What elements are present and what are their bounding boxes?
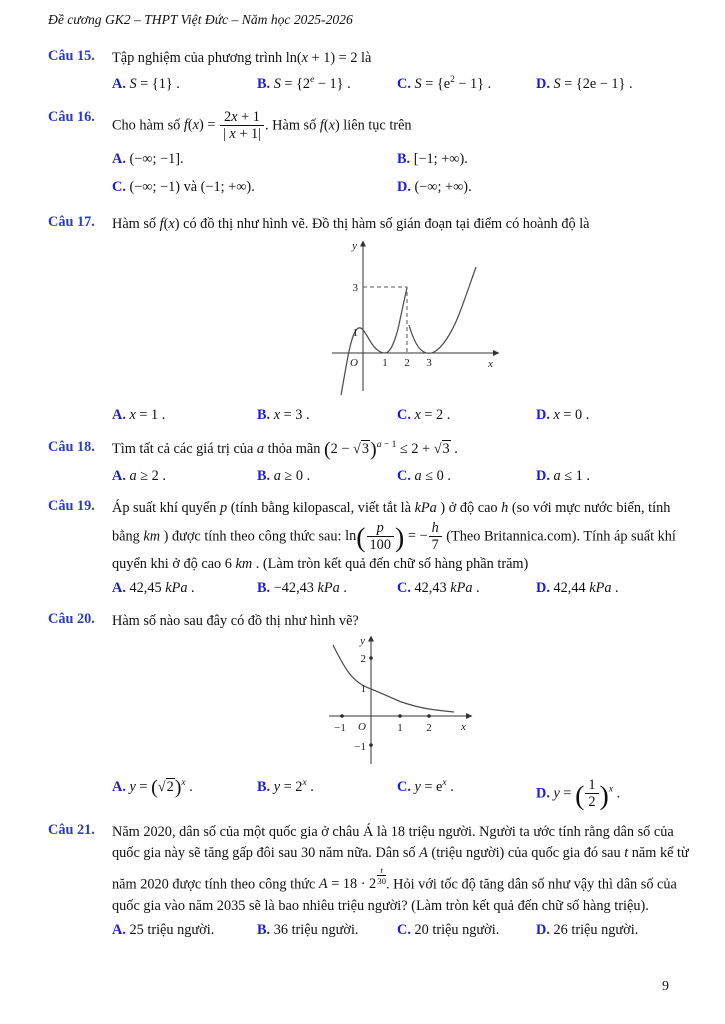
question-18-body <box>112 439 691 488</box>
fraction: $\frac{h}{7}$ <box>428 520 443 554</box>
option-letter: D. <box>397 179 411 196</box>
x-tick-3: 3 <box>426 357 432 370</box>
option-19-C: C. 42,43 kPa . <box>397 580 480 597</box>
page-header: Đề cương GK2 – THPT Việt Đức – Năm học 2025-2026 <box>48 12 353 27</box>
option-15-A: A. S = {1} . <box>112 76 180 93</box>
question-21-stem: Năm 2020, dân số của một quốc gia ở châu Á là 18 triệu người. Người ta ước tính rằng dân số của quốc gia này sẽ tăng gấp đôi sau 30 năm nữa. Dân số A (triệu người) của quốc gia đó sau t năm kể từ năm 2020 được tính theo công thức A = 18 · 2 $\frac{t}{30}$ . Hỏi với tốc độ tăng dân số như vậy thì dân số của quốc gia vào năm 2035 sẽ là bao nhiêu triệu người? (Làm tròn kết quả đến chữ số hàng triệu). <box>112 823 689 914</box>
option-20-A: A. $y = (√2)^x$ . <box>112 776 193 799</box>
option-21-C: C. 20 triệu người. <box>397 922 500 939</box>
question-15 <box>48 48 691 96</box>
question-20-body <box>112 611 691 811</box>
question-18 <box>48 439 691 488</box>
option-16-C: C. (−∞; −1) và (−1; +∞). <box>112 179 255 196</box>
option-21-A: A. 25 triệu người. <box>112 922 215 939</box>
question-17-stem: Hàm số f(x) có đồ thị như hình vẽ. Đồ thị hàm số gián đoạn tại điểm có hoành độ là <box>112 215 590 232</box>
option-letter: C. <box>397 467 411 484</box>
tick-dot <box>398 714 402 718</box>
y-axis-label: y <box>360 635 365 647</box>
option-letter: C. <box>397 779 411 795</box>
option-17-A: A. x = 1 . <box>112 407 166 424</box>
question-17-options <box>112 405 691 426</box>
option-letter: D. <box>536 785 550 802</box>
option-19-A: A. 42,45 kPa . <box>112 580 195 597</box>
question-19-label: Câu 19. <box>48 498 95 515</box>
question-20-label: Câu 20. <box>48 610 95 627</box>
option-letter: B. <box>257 76 271 93</box>
question-20-options <box>112 777 691 811</box>
question-20 <box>48 611 691 811</box>
question-18-stem: Tìm tất cả các giá trị của a thỏa mãn $(2 - √3)^{a - 1} \le 2 + √3$ . <box>112 437 458 460</box>
x-axis-label: x <box>488 358 493 371</box>
option-20-B: B. $y = 2^x$ . <box>257 777 314 795</box>
option-16-D: D. (−∞; +∞). <box>397 179 472 196</box>
question-17-label: Câu 17. <box>48 213 95 230</box>
page-number: 9 <box>662 979 669 994</box>
x-tick-1: 1 <box>382 357 388 370</box>
x-axis-label: x <box>461 721 466 733</box>
square-root: √3 <box>433 440 450 457</box>
question-19-body <box>112 498 691 599</box>
y-axis-label: y <box>352 240 357 253</box>
function-graph-q20 <box>325 634 475 768</box>
exponent-fraction: $\frac{t}{30}$ <box>377 864 387 886</box>
square-root: √2 <box>157 779 174 795</box>
fraction: $\frac{1}{2}$ <box>584 777 599 811</box>
question-15-body <box>112 48 691 96</box>
option-21-B: B. 36 triệu người. <box>257 922 359 939</box>
formula: $(2 - √3)^{a - 1} \le 2 + √3$ . <box>323 437 458 460</box>
option-letter: B. <box>397 150 411 167</box>
tick-dot <box>369 656 373 660</box>
y-tick-3: 3 <box>352 282 358 295</box>
option-18-B: B. a ≥ 0 . <box>257 467 311 484</box>
question-18-options <box>112 466 691 487</box>
x-tick-2: 2 <box>426 722 432 734</box>
option-letter: D. <box>536 76 550 93</box>
option-19-B: B. −42,43 kPa . <box>257 580 347 597</box>
x-tick-2: 2 <box>404 357 410 370</box>
origin-label: O <box>358 721 366 733</box>
option-letter: B. <box>257 580 271 597</box>
question-16 <box>48 109 691 199</box>
axes <box>329 636 473 765</box>
question-17-body <box>112 214 691 427</box>
question-21 <box>48 822 691 942</box>
tick-dot <box>369 743 373 747</box>
y-tick-1: 1 <box>352 327 358 340</box>
formula: f(x) <box>159 215 180 232</box>
option-letter: B. <box>257 922 271 939</box>
option-letter: A. <box>112 150 126 167</box>
option-18-A: A. a ≥ 2 . <box>112 467 166 484</box>
question-15-stem: Tập nghiệm của phương trình ln(x + 1) = 2 là <box>112 50 372 66</box>
option-letter: D. <box>536 407 550 424</box>
option-17-C: C. x = 2 . <box>397 407 451 424</box>
exponential-curve <box>333 645 454 712</box>
option-19-D: D. 42,44 kPa . <box>536 580 619 597</box>
tick-dot <box>427 714 431 718</box>
square-root: √3 <box>353 440 370 457</box>
question-19-stem: Áp suất khí quyển p (tính bằng kilopascal, viết tắt là kPa ) ở độ cao h (so với mực nước biển, tính bằng km ) được tính theo công thức sau: ln( $\frac{p}{100}$ ) = − $\frac{h}{7}$ (Theo Britannica.com). Tính áp suất khí quyển khi ở độ cao 6 km . (Làm tròn kết quả đến chữ số hàng phần trăm) <box>112 500 676 572</box>
curve-right-branch <box>409 267 476 353</box>
question-21-options <box>112 920 691 941</box>
option-letter: C. <box>397 76 411 93</box>
option-letter: B. <box>257 407 271 424</box>
option-letter: A. <box>112 779 126 795</box>
origin-label: O <box>350 357 358 370</box>
option-letter: B. <box>257 467 271 484</box>
fraction: $\frac{2x + 1}{| x + 1|}$ <box>219 109 265 143</box>
option-letter: D. <box>536 467 550 484</box>
option-18-C: C. a ≤ 0 . <box>397 467 451 484</box>
question-20-stem: Hàm số nào sau đây có đồ thị như hình vẽ? <box>112 612 359 629</box>
option-16-B: B. [−1; +∞). <box>397 150 468 167</box>
option-letter: C. <box>397 922 411 939</box>
option-21-D: D. 26 triệu người. <box>536 922 639 939</box>
question-19-options <box>112 578 691 599</box>
function-graph-q17 <box>330 239 502 397</box>
formula: f(x) = $\frac{2x + 1}{| x + 1|}$ <box>184 117 265 133</box>
question-16-label: Câu 16. <box>48 108 95 125</box>
option-20-C: C. $y = e^x$ . <box>397 777 454 795</box>
curve-left-branch <box>341 288 407 395</box>
y-tick-2: 2 <box>360 653 366 665</box>
question-16-body <box>112 109 691 199</box>
tick-dot <box>340 714 344 718</box>
option-letter: A. <box>112 407 126 424</box>
option-letter: A. <box>112 467 126 484</box>
x-tick-1: 1 <box>397 722 403 734</box>
option-15-D: D. S = {2e − 1} . <box>536 76 633 93</box>
question-18-label: Câu 18. <box>48 438 95 455</box>
question-19 <box>48 498 691 599</box>
question-16-options-row-2 <box>112 177 691 198</box>
question-15-options <box>112 74 691 95</box>
option-17-B: B. x = 3 . <box>257 407 310 424</box>
option-letter: A. <box>112 76 126 93</box>
option-letter: C. <box>397 407 411 424</box>
y-tick-1: 1 <box>360 683 366 695</box>
option-letter: A. <box>112 580 126 597</box>
formula: ln(x + 1) = 2 <box>285 50 358 66</box>
formula: ln( $\frac{p}{100}$ ) = − $\frac{h}{7}$ <box>345 528 443 544</box>
option-letter: A. <box>112 922 126 939</box>
question-16-stem: Cho hàm số f(x) = $\frac{2x + 1}{| x + 1|}$ . Hàm số f(x) liên tục trên <box>112 108 412 143</box>
option-letter: C. <box>397 580 411 597</box>
option-15-B: B. $S = \{2^e - 1\}$ . <box>257 75 351 93</box>
option-15-C: C. $S = \{e^2 - 1\}$ . <box>397 75 492 93</box>
option-letter: B. <box>257 779 271 795</box>
option-20-D: D. y = ( $\frac{1}{2}$ )$^x$ . <box>536 777 621 812</box>
formula: A = 18 · 2 $\frac{t}{30}$ <box>318 864 387 893</box>
x-tick-neg1: −1 <box>334 722 346 734</box>
question-17 <box>48 214 691 427</box>
question-16-options-row-1 <box>112 149 691 170</box>
option-letter: D. <box>536 580 550 597</box>
question-21-label: Câu 21. <box>48 821 95 838</box>
option-17-D: D. x = 0 . <box>536 407 590 424</box>
question-15-label: Câu 15. <box>48 48 95 64</box>
y-tick-neg1: −1 <box>354 741 366 753</box>
option-16-A: A. (−∞; −1]. <box>112 150 184 167</box>
fraction: $\frac{p}{100}$ <box>366 520 395 554</box>
option-letter: C. <box>112 179 126 196</box>
question-21-body <box>112 822 691 942</box>
option-letter: D. <box>536 922 550 939</box>
option-18-D: D. a ≤ 1 . <box>536 467 590 484</box>
formula: f(x) <box>319 117 340 134</box>
